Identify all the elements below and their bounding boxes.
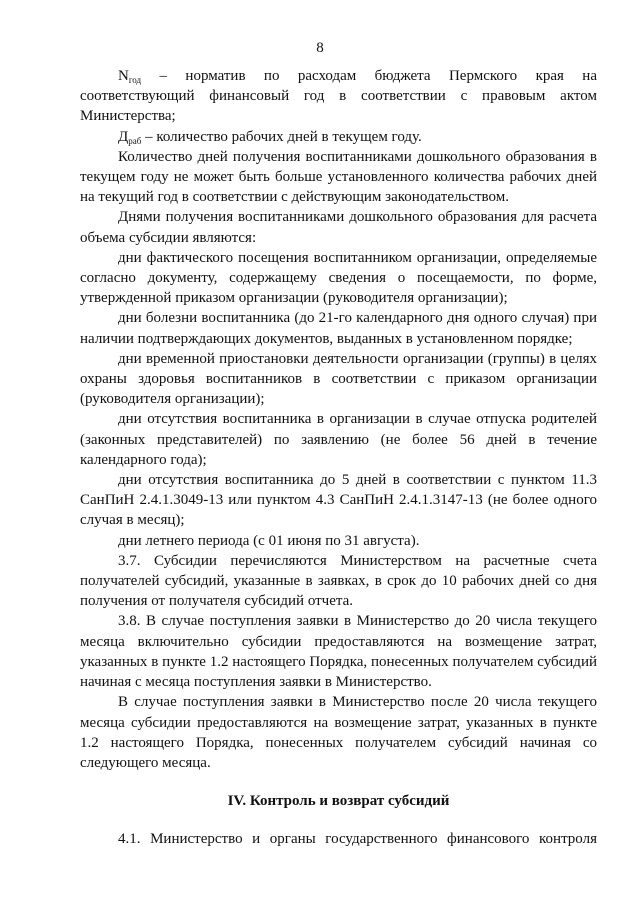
page-number: 8 [316, 40, 324, 56]
clause-3-7: 3.7. Субсидии перечисляются Министерством на расчетные счета получателей субсидий, указанные в заявках, в срок до 10 рабочих дней со дня получения от получателя субсидий отчета. [80, 552, 597, 610]
paragraph: В случае поступления заявки в Министерство после 20 числа текущего месяца субсидии предоставляются на возмещение затрат, указанных в пункте 1.2 настоящего Порядка, понесенных получателем субсидий начиная со следующего месяца. [80, 694, 597, 771]
paragraph-d-rab [80, 127, 597, 147]
paragraph: Количество дней получения воспитанниками дошкольного образования в текущем году не может быть больше установленного количества рабочих дней на текущий год в соответствии с действующим законодательством. [80, 148, 597, 206]
list-item: дни фактического посещения воспитанником организации, определяемые согласно документу, содержащему сведения о посещаемости, по форме, утвержденной приказом организации (руководителя организации); [80, 249, 597, 307]
list-item: дни отсутствия воспитанника до 5 дней в соответствии с пунктом 11.3 СанПиН 2.4.1.3049-13 или пунктом 4.3 СанПиН 2.4.1.3147-13 (не более одного случая в месяц); [80, 472, 597, 529]
section-heading: IV. Контроль и возврат субсидий [227, 793, 450, 810]
list-item: дни временной приостановки деятельности организации (группы) в целях охраны здоровья воспитанников в соответствии с приказом организации (руководителя организации); [80, 350, 597, 408]
paragraph-n-god [80, 66, 597, 127]
list-item: дни летнего периода (с 01 июня по 31 августа). [118, 532, 420, 549]
symbol-n: N [118, 68, 129, 84]
list-item: дни отсутствия воспитанника в организации в случае отпуска родителей (законных представителей) по заявлению (не более 56 дней в течение календарного года); [80, 411, 597, 468]
paragraph: Днями получения воспитанниками дошкольного образования для расчета объема субсидии являются: [80, 209, 597, 246]
clause-4-1: 4.1. Министерство и органы государственного финансового контроля [118, 831, 597, 848]
subscript-god: год [128, 75, 142, 85]
symbol-d: Д [118, 128, 129, 145]
list-item: дни болезни воспитанника (до 21-го календарного дня одного случая) при наличии подтверждающих документов, выданных в установленном порядке; [80, 310, 597, 347]
subscript-rab: раб [128, 135, 142, 146]
clause-3-8: 3.8. В случае поступления заявки в Министерство до 20 числа текущего месяца включительно субсидии предоставляются на возмещение затрат, указанных в пункте 1.2 настоящего Порядка, понесенных получателем субсидий начиная с месяца поступления заявки в Министерство. [80, 613, 597, 691]
paragraph-text: – норматив по расходам бюджета Пермского края на соответствующий финансовый год в соответствии с правовым актом Министерства; [80, 68, 597, 125]
document-body [80, 66, 597, 850]
paragraph-text: – количество рабочих дней в текущем году. [141, 128, 422, 145]
